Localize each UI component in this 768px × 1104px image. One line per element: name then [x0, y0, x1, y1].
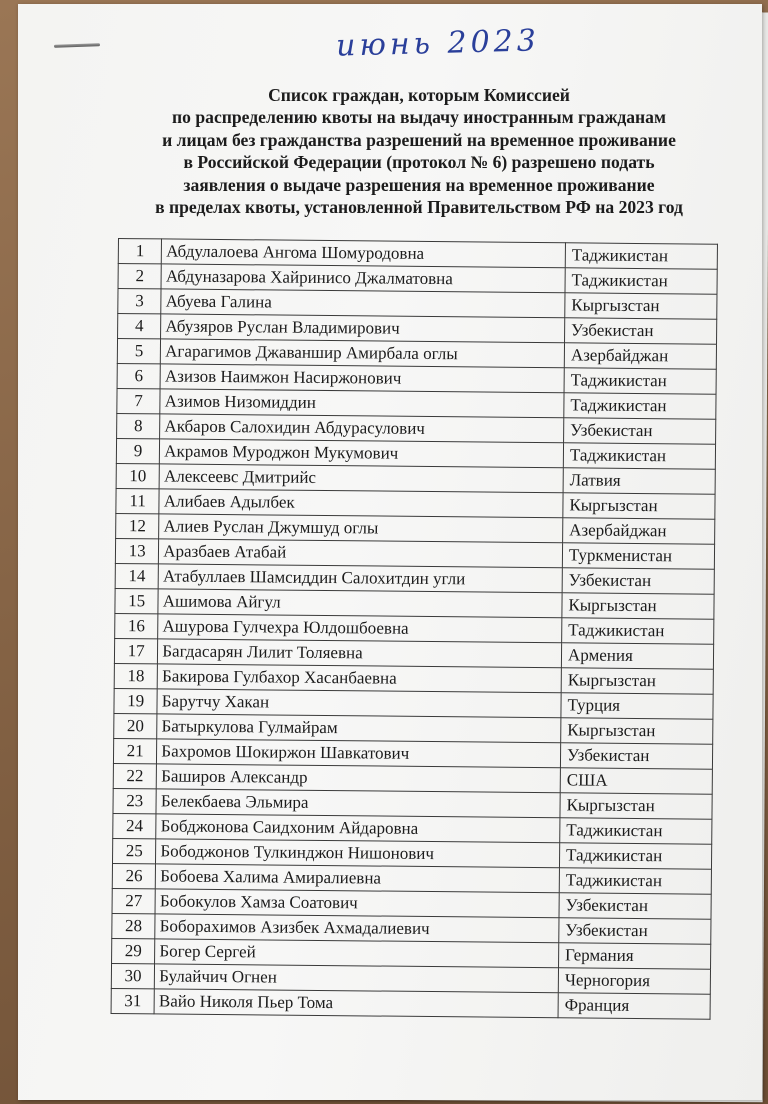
row-number: 24: [113, 813, 157, 838]
citizen-country: Черногория: [558, 968, 710, 994]
citizen-name: Ашимова Айгул: [158, 589, 562, 618]
title-line: по распределению квоты на выдачу иностранным гражданам: [172, 107, 666, 128]
citizen-name: Бобджонова Саидхоним Айдаровна: [156, 814, 560, 843]
row-number: 1: [118, 239, 162, 264]
citizen-country: Узбекистан: [564, 318, 716, 344]
document-sheet: [18, 4, 762, 1100]
row-number: 10: [116, 463, 160, 488]
citizen-name: Боборахимов Азизбек Ахмадалиевич: [155, 914, 559, 943]
citizen-country: Азербайджан: [564, 343, 716, 369]
citizen-country: Кыргызстан: [560, 793, 712, 819]
staple: [54, 43, 100, 48]
row-number: 4: [118, 314, 162, 339]
citizen-country: Кыргызстан: [561, 718, 713, 744]
citizen-country: Таджикистан: [564, 393, 716, 419]
citizen-name: Барутчу Хакан: [157, 689, 561, 718]
citizen-name: Баширов Александр: [156, 764, 560, 793]
row-number: 8: [117, 413, 161, 438]
row-number: 21: [113, 738, 157, 763]
row-number: 2: [118, 264, 162, 289]
citizen-name: Азимов Низомиддин: [160, 389, 564, 418]
row-number: 18: [114, 663, 158, 688]
citizen-name: Атабуллаев Шамсиддин Салохитдин угли: [158, 564, 562, 593]
row-number: 27: [112, 888, 156, 913]
citizen-country: Узбекистан: [564, 418, 716, 444]
citizen-country: Германия: [558, 943, 710, 969]
citizen-country: Таджикистан: [563, 443, 715, 469]
citizen-country: Таджикистан: [559, 868, 711, 894]
citizen-country: Кыргызстан: [561, 668, 713, 694]
citizen-name: Абдуназарова Хайринисо Джалматовна: [161, 264, 565, 293]
citizen-name: Алиев Руслан Джумшуд оглы: [159, 514, 563, 543]
row-number: 23: [113, 788, 157, 813]
row-number: 19: [114, 688, 158, 713]
citizen-name: Алибаев Адылбек: [159, 489, 563, 518]
row-number: 6: [117, 363, 161, 388]
citizen-country: Турция: [561, 693, 713, 719]
row-number: 20: [114, 713, 158, 738]
citizen-name: Ашурова Гулчехра Юлдошбоевна: [158, 614, 562, 643]
citizen-name: Акбаров Салохидин Абдурасулович: [160, 414, 564, 443]
citizen-name: Бобокулов Хамза Соатович: [155, 889, 559, 918]
citizen-name: Акрамов Муроджон Мукумович: [160, 439, 564, 468]
citizen-country: Кыргызстан: [565, 293, 717, 319]
title-line: заявления о выдаче разрешения на временное проживание: [183, 174, 655, 195]
citizen-name: Багдасарян Лилит Толяевна: [158, 639, 562, 668]
citizen-name: Агарагимов Джаваншир Амирбала оглы: [161, 339, 565, 368]
row-number: 9: [116, 438, 160, 463]
citizens-table-body: [111, 239, 717, 1020]
citizen-name: Белекбаева Эльмира: [156, 789, 560, 818]
row-number: 26: [112, 863, 156, 888]
citizen-name: Бакирова Гулбахор Хасанбаевна: [157, 664, 561, 693]
citizen-country: Таджикистан: [559, 843, 711, 869]
citizen-country: Франция: [558, 993, 710, 1019]
row-number: 30: [111, 963, 155, 988]
citizen-name: Вайо Николя Пьер Тома: [154, 989, 558, 1018]
citizen-country: Туркменистан: [562, 543, 714, 569]
title-line: и лицам без гражданства разрешений на временное проживание: [162, 129, 676, 150]
citizen-name: Булайчич Огнен: [155, 964, 559, 993]
citizen-country: Узбекистан: [559, 918, 711, 944]
document-title: [106, 84, 732, 218]
row-number: 15: [115, 588, 159, 613]
citizen-country: Узбекистан: [559, 893, 711, 919]
citizen-country: Латвия: [563, 468, 715, 494]
title-line: в Российской Федерации (протокол № 6) разрешено подать: [183, 152, 655, 173]
title-line: в пределах квоты, установленной Правительством РФ на 2023 год: [155, 197, 683, 218]
row-number: 29: [112, 938, 156, 963]
citizen-name: Бахромов Шокиржон Шавкатович: [157, 739, 561, 768]
row-number: 7: [117, 388, 161, 413]
row-number: 12: [116, 513, 160, 538]
row-number: 3: [118, 289, 162, 314]
citizen-country: Узбекистан: [560, 743, 712, 769]
citizen-country: Азербайджан: [563, 518, 715, 544]
citizen-country: США: [560, 768, 712, 794]
row-number: 22: [113, 763, 157, 788]
title-line: Список граждан, которым Комиссией: [268, 85, 570, 105]
handwritten-date-note: июнь 2023: [335, 23, 541, 64]
citizen-name: Бободжонов Тулкинджон Нишонович: [156, 839, 560, 868]
row-number: 28: [112, 913, 156, 938]
row-number: 11: [116, 488, 160, 513]
citizen-country: Кыргызстан: [563, 493, 715, 519]
row-number: 31: [111, 988, 155, 1013]
citizen-country: Таджикистан: [565, 243, 717, 269]
table-row: [111, 988, 710, 1019]
row-number: 14: [115, 563, 159, 588]
citizen-name: Аразбаев Атабай: [159, 539, 563, 568]
row-number: 16: [115, 613, 159, 638]
citizen-country: Таджикистан: [564, 368, 716, 394]
citizens-table: [111, 238, 718, 1020]
citizen-country: Таджикистан: [565, 268, 717, 294]
citizen-name: Абуева Галина: [161, 289, 565, 318]
row-number: 5: [117, 339, 161, 364]
row-number: 17: [114, 638, 158, 663]
citizen-country: Таджикистан: [562, 618, 714, 644]
row-number: 13: [115, 538, 159, 563]
citizen-name: Абузяров Руслан Владимирович: [161, 314, 565, 343]
citizen-name: Азизов Наимжон Насиржонович: [160, 364, 564, 393]
citizen-country: Армения: [561, 643, 713, 669]
citizen-name: Батыркулова Гулмайрам: [157, 714, 561, 743]
citizen-name: Бобоева Халима Амиралиевна: [156, 864, 560, 893]
citizen-country: Узбекистан: [562, 568, 714, 594]
citizen-country: Кыргызстан: [562, 593, 714, 619]
citizen-name: Абдулалоева Ангома Шомуродовна: [162, 239, 566, 268]
citizen-name: Алексеевс Дмитрийс: [159, 464, 563, 493]
citizen-name: Богер Сергей: [155, 939, 559, 968]
row-number: 25: [112, 838, 156, 863]
citizen-country: Таджикистан: [560, 818, 712, 844]
